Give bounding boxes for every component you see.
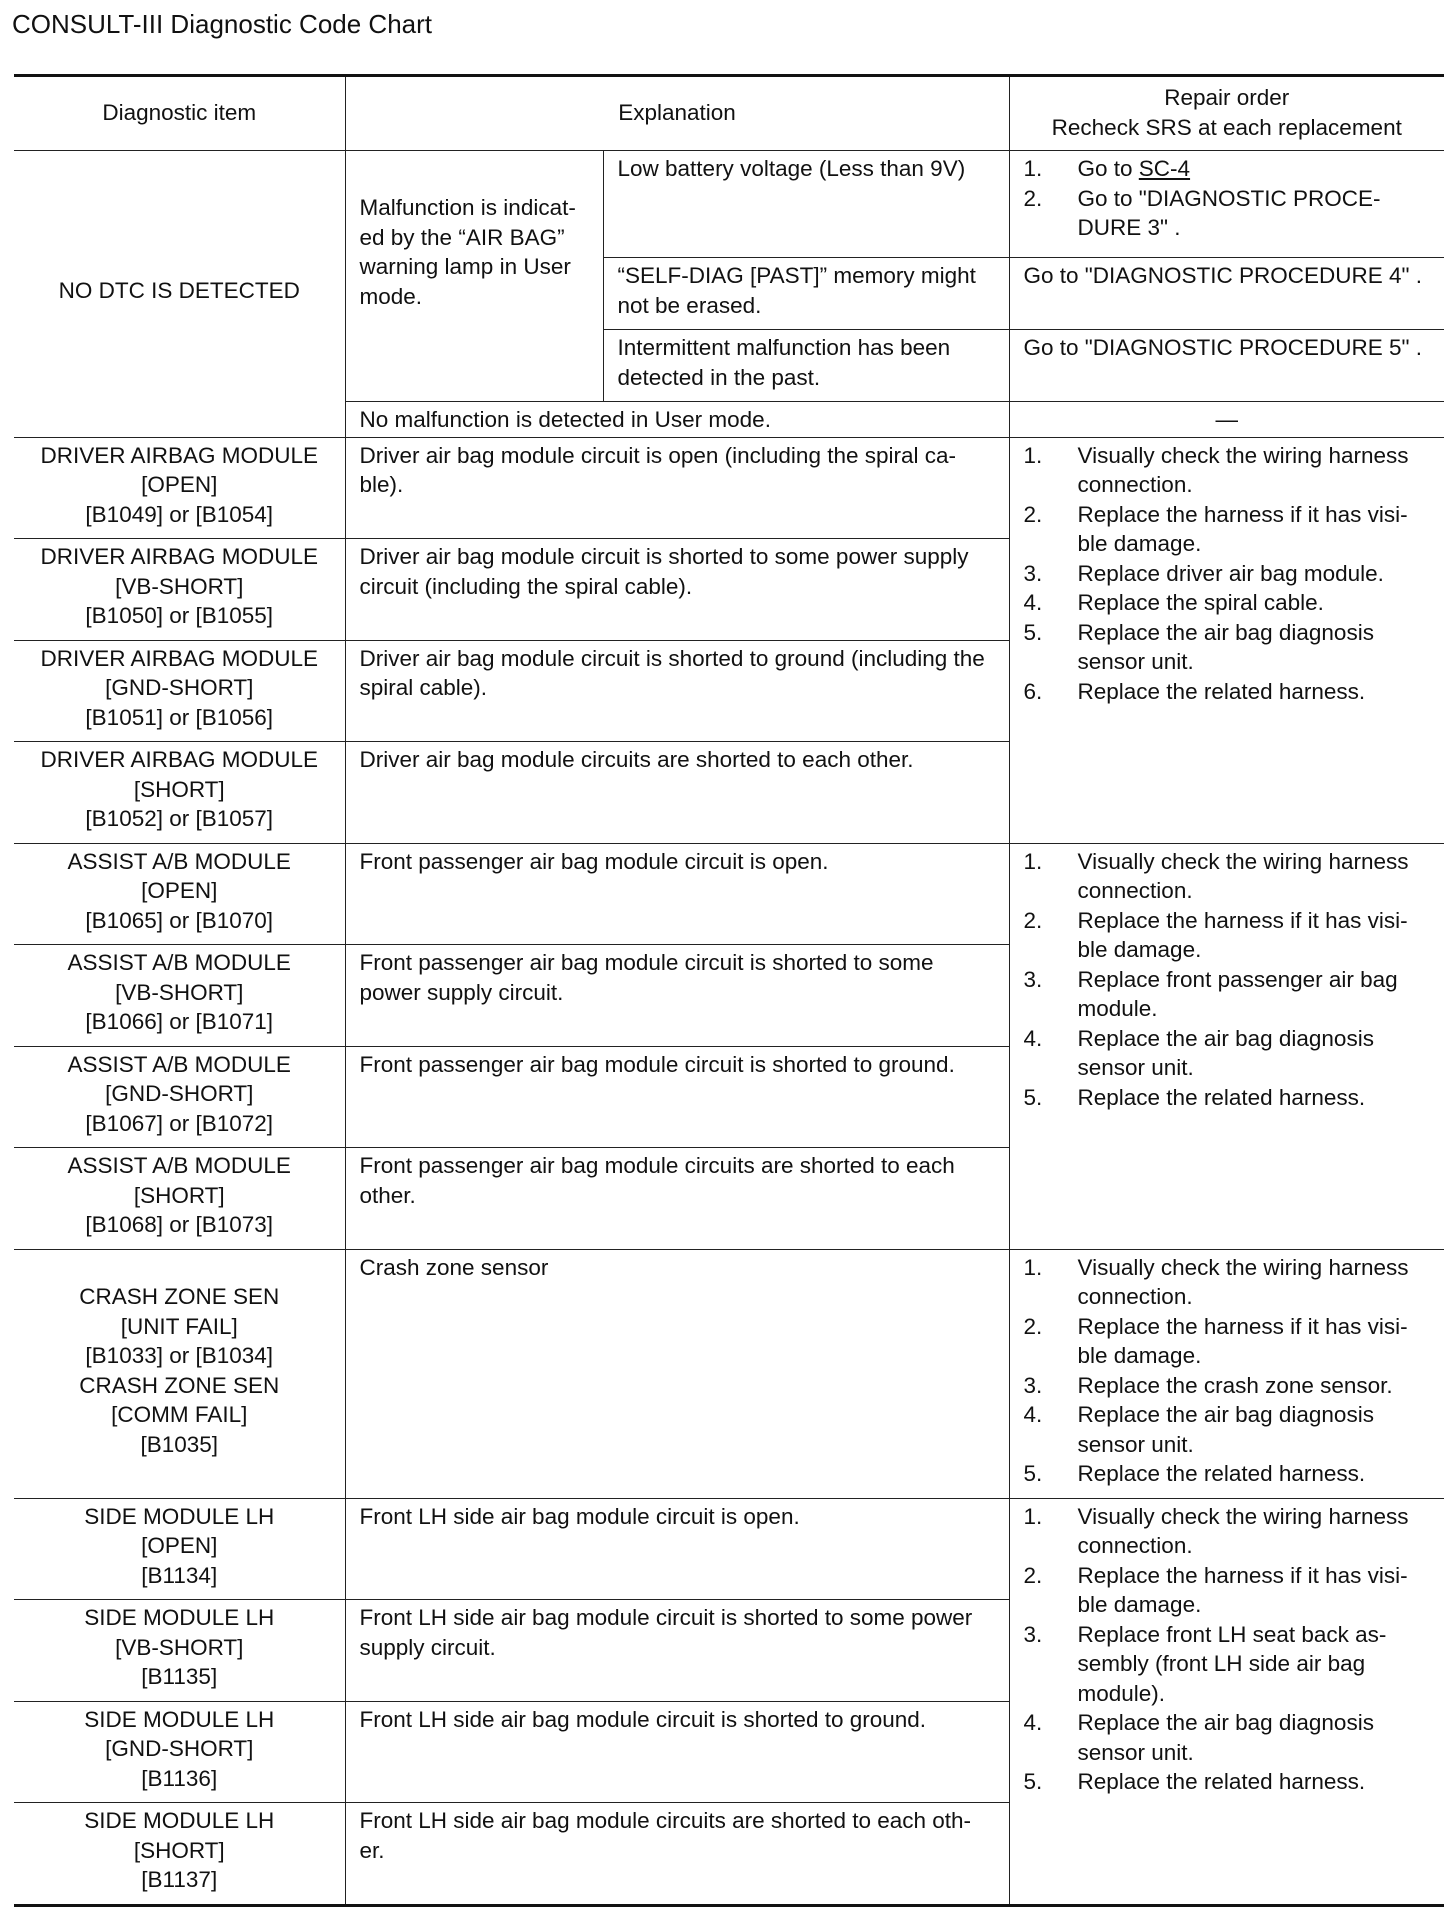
repair-step: [1024, 154, 1431, 184]
explanation: Driver air bag module circuit is shorted to ground (including the spiral cable).: [345, 640, 1009, 742]
step-text: Replace front LH seat back as-sembly (front LH side air bag module).: [1077, 1621, 1387, 1706]
diagnostic-item-line: [B1052] or [B1057]: [85, 806, 274, 831]
repair-step: [1024, 677, 1431, 707]
diagnostic-item: [14, 1148, 345, 1250]
diagnostic-item: [14, 1249, 345, 1498]
step-number: 3.: [1023, 966, 1043, 992]
header-repair-order: [1009, 76, 1444, 151]
step-number: 1.: [1023, 848, 1043, 874]
table-row: [14, 843, 1444, 945]
diagnostic-item: [14, 1498, 345, 1600]
repair-order-cell: [1009, 843, 1444, 1249]
diagnostic-item-line: [B1067] or [B1072]: [85, 1110, 274, 1136]
repair-step: [1024, 1502, 1431, 1561]
step-number: 5.: [1023, 1461, 1043, 1486]
explanation: Front LH side air bag module circuits are shorted to each oth-er.: [345, 1803, 1009, 1906]
table-row: [14, 1249, 1444, 1498]
diagnostic-item-line: [B1049] or [B1054]: [85, 501, 274, 527]
no-malfunction-user-mode: No malfunction is detected in User mode.: [345, 402, 1009, 438]
repair-order-cell: Go to "DIAGNOSTIC PROCEDURE 5" .: [1009, 330, 1444, 402]
repair-step: [1024, 618, 1431, 677]
step-text: Replace the related harness.: [1077, 1769, 1366, 1794]
step-number: 3.: [1023, 560, 1043, 586]
diagnostic-item-line: SIDE MODULE LH: [84, 1605, 275, 1630]
step-text: Visually check the wiring harness connection.: [1077, 1254, 1409, 1309]
repair-order-dash: —: [1009, 402, 1444, 438]
header-diagnostic-item: Diagnostic item: [14, 76, 345, 151]
explanation: Front LH side air bag module circuit is open.: [345, 1498, 1009, 1600]
explanation: Driver air bag module circuit is open (including the spiral ca-ble).: [345, 437, 1009, 539]
diagnostic-item: [14, 1600, 345, 1702]
repair-order-cell: [1009, 437, 1444, 843]
step-text: Visually check the wiring harness connection.: [1077, 442, 1409, 497]
step-text-prefix: Go to: [1077, 156, 1139, 181]
step-text: [1078, 154, 1431, 184]
explanation: Front LH side air bag module circuit is shorted to ground.: [345, 1701, 1009, 1803]
step-number: 4.: [1023, 1710, 1043, 1735]
step-text: Replace the related harness.: [1077, 1084, 1366, 1110]
diagnostic-item: [14, 539, 345, 641]
diagnostic-item-line: [B1065] or [B1070]: [85, 907, 274, 933]
repair-step: [1024, 559, 1431, 589]
step-number: 1.: [1023, 1503, 1043, 1529]
diagnostic-item-line: [B1137]: [141, 1867, 218, 1892]
step-text: Replace front passenger air bag module.: [1077, 966, 1398, 1021]
diagnostic-item-line: [UNIT FAIL]: [120, 1313, 238, 1339]
step-number: 6.: [1023, 678, 1043, 704]
repair-order-cell: [1009, 1498, 1444, 1905]
diagnostic-item-line: [OPEN]: [141, 878, 218, 903]
diagnostic-item-line: [B1066] or [B1071]: [85, 1009, 274, 1034]
diagnostic-item-line: [SHORT]: [133, 1182, 225, 1208]
diagnostic-item-line: [B1068] or [B1073]: [85, 1212, 274, 1237]
diagnostic-item-line: [GND-SHORT]: [105, 1736, 254, 1761]
explanation: Crash zone sensor: [345, 1249, 1009, 1498]
step-text: Replace the air bag diagnosis sensor unit.: [1077, 1710, 1374, 1765]
diagnostic-item-line: ASSIST A/B MODULE: [67, 1153, 291, 1178]
explanation: Driver air bag module circuit is shorted to some power supply circuit (including the spiral cable).: [345, 539, 1009, 641]
step-text: Replace the related harness.: [1077, 678, 1366, 704]
diagnostic-item-line: SIDE MODULE LH: [84, 1503, 275, 1529]
repair-step: [1024, 1620, 1431, 1709]
repair-step: [1024, 965, 1431, 1024]
no-dtc-condition: Malfunction is indicat-ed by the “AIR BAG” warning lamp in User mode.: [345, 151, 603, 402]
repair-step: [1024, 500, 1431, 559]
diagnostic-item-line: ASSIST A/B MODULE: [67, 1051, 291, 1077]
explanation: Front LH side air bag module circuit is shorted to some power supply circuit.: [345, 1600, 1009, 1702]
step-text: Visually check the wiring harness connection.: [1077, 848, 1409, 903]
repair-step: [1024, 1708, 1431, 1767]
diagnostic-item-line: [COMM FAIL]: [111, 1402, 248, 1427]
repair-step: [1024, 1561, 1431, 1620]
explanation: Front passenger air bag module circuit is open.: [345, 843, 1009, 945]
step-number: 4.: [1023, 1025, 1043, 1051]
repair-step: [1024, 1400, 1431, 1459]
step-text: Visually check the wiring harness connection.: [1077, 1503, 1409, 1558]
diagnostic-item-no-dtc: NO DTC IS DETECTED: [14, 151, 345, 438]
diagnostic-item-line: [VB-SHORT]: [115, 1634, 244, 1660]
repair-step: [1024, 906, 1431, 965]
step-text: Replace the harness if it has visi-ble damage.: [1077, 1562, 1408, 1617]
step-number: 1.: [1023, 156, 1043, 181]
diagnostic-item-line: [B1136]: [141, 1765, 218, 1791]
step-number: 5.: [1023, 1769, 1043, 1794]
repair-steps: [1024, 441, 1431, 707]
step-text: Replace the air bag diagnosis sensor unit.: [1077, 1025, 1374, 1080]
step-number: 5.: [1023, 1084, 1043, 1110]
repair-steps: [1024, 1253, 1431, 1489]
diagnostic-item-line: [B1033] or [B1034]: [85, 1343, 274, 1368]
repair-step: [1024, 1767, 1431, 1797]
step-number: 1.: [1023, 442, 1043, 468]
diagnostic-item: [14, 742, 345, 844]
step-text: Replace the harness if it has visi-ble damage.: [1077, 907, 1408, 962]
diagnostic-item-line: DRIVER AIRBAG MODULE: [40, 747, 319, 772]
step-number: 4.: [1023, 590, 1043, 615]
diagnostic-item-line: [VB-SHORT]: [115, 573, 244, 599]
explanation: Front passenger air bag module circuit is shorted to some power supply circuit.: [345, 945, 1009, 1047]
diagnostic-item-line: ASSIST A/B MODULE: [67, 950, 291, 975]
diagnostic-item-line: [B1134]: [141, 1562, 218, 1588]
diagnostic-item-line: SIDE MODULE LH: [84, 1808, 275, 1833]
explanation: Front passenger air bag module circuits are shorted to each other.: [345, 1148, 1009, 1250]
header-explanation: Explanation: [345, 76, 1009, 151]
diagnostic-item-line: [OPEN]: [141, 1533, 218, 1558]
diagnostic-item-line: DRIVER AIRBAG MODULE: [40, 442, 319, 468]
repair-order-cell: [1009, 1249, 1444, 1498]
step-number: 2.: [1023, 907, 1043, 933]
table-row: [14, 1498, 1444, 1600]
diagnostic-item: [14, 1701, 345, 1803]
diagnostic-item-line: DRIVER AIRBAG MODULE: [40, 645, 319, 671]
diagnostic-item-line: [GND-SHORT]: [105, 1081, 254, 1106]
diagnostic-item: [14, 843, 345, 945]
repair-step: [1024, 847, 1431, 906]
explanation: Front passenger air bag module circuit is shorted to ground.: [345, 1046, 1009, 1148]
diagnostic-item-line: [VB-SHORT]: [115, 979, 244, 1005]
step-number: 4.: [1023, 1402, 1043, 1427]
repair-step: [1024, 1083, 1431, 1113]
no-dtc-cause: Intermittent malfunction has been detected in the past.: [603, 330, 1009, 402]
diagnostic-code-table: [14, 74, 1444, 1907]
repair-step: [1024, 184, 1431, 243]
diagnostic-item: [14, 945, 345, 1047]
step-number: 2.: [1023, 501, 1043, 527]
step-text: Replace the related harness.: [1077, 1461, 1366, 1486]
diagnostic-item-line: SIDE MODULE LH: [84, 1706, 275, 1732]
diagnostic-item-line: CRASH ZONE SEN: [79, 1284, 280, 1309]
repair-step: [1024, 1253, 1431, 1312]
step-text: Go to "DIAGNOSTIC PROCE-DURE 3" .: [1077, 185, 1381, 240]
diagnostic-item-line: ASSIST A/B MODULE: [67, 848, 291, 874]
no-dtc-cause: “SELF-DIAG [PAST]” memory might not be erased.: [603, 258, 1009, 330]
repair-step: [1024, 1024, 1431, 1083]
diagnostic-item: [14, 1803, 345, 1906]
step-number: 3.: [1023, 1372, 1043, 1398]
diagnostic-item-line: [B1035]: [140, 1431, 219, 1457]
no-dtc-cause: Low battery voltage (Less than 9V): [603, 151, 1009, 258]
step-text: Replace the spiral cable.: [1077, 590, 1324, 615]
sc-4-link[interactable]: SC-4: [1138, 156, 1191, 181]
repair-step: [1024, 1371, 1431, 1401]
table-row: [14, 151, 1444, 258]
step-number: 3.: [1023, 1621, 1043, 1647]
repair-step: [1024, 1312, 1431, 1371]
repair-order-cell: [1009, 151, 1444, 258]
diagnostic-item: [14, 640, 345, 742]
step-number: 1.: [1023, 1254, 1043, 1280]
diagnostic-item-line: [SHORT]: [133, 1837, 225, 1863]
diagnostic-item-line: [B1135]: [141, 1664, 218, 1689]
diagnostic-item-line: DRIVER AIRBAG MODULE: [40, 544, 319, 569]
diagnostic-item: [14, 1046, 345, 1148]
step-number: 2.: [1023, 1562, 1043, 1588]
repair-step: [1024, 1459, 1431, 1489]
header-repair-order-line2: Recheck SRS at each replacement: [1051, 114, 1402, 140]
table-row: [14, 437, 1444, 539]
step-text: Replace the air bag diagnosis sensor unit.: [1077, 619, 1374, 674]
repair-step: [1024, 588, 1431, 618]
step-number: 2.: [1023, 1313, 1043, 1339]
table-header-row: [14, 76, 1444, 151]
page-title: CONSULT-III Diagnostic Code Chart: [12, 9, 432, 39]
repair-order-cell: Go to "DIAGNOSTIC PROCEDURE 4" .: [1009, 258, 1444, 330]
diagnostic-item-line: [SHORT]: [133, 776, 225, 802]
repair-steps: [1024, 1502, 1431, 1797]
step-number: 5.: [1023, 619, 1043, 645]
explanation: Driver air bag module circuits are shorted to each other.: [345, 742, 1009, 844]
repair-steps: [1024, 154, 1431, 243]
repair-step: [1024, 441, 1431, 500]
diagnostic-item-line: [B1050] or [B1055]: [85, 603, 274, 628]
step-text: Replace the air bag diagnosis sensor unit.: [1077, 1402, 1374, 1457]
step-number: 2.: [1023, 185, 1043, 211]
step-text: Replace the harness if it has visi-ble damage.: [1077, 1313, 1408, 1368]
diagnostic-item-line: CRASH ZONE SEN: [79, 1372, 280, 1398]
repair-steps: [1024, 847, 1431, 1113]
diagnostic-item-line: [GND-SHORT]: [105, 675, 254, 700]
step-text: Replace the crash zone sensor.: [1077, 1372, 1393, 1398]
step-text: Replace driver air bag module.: [1077, 560, 1384, 586]
diagnostic-item-line: [OPEN]: [141, 472, 218, 497]
diagnostic-item-line: [B1051] or [B1056]: [85, 704, 274, 730]
step-text: Replace the harness if it has visi-ble damage.: [1077, 501, 1408, 556]
diagnostic-item: [14, 437, 345, 539]
header-repair-order-line1: Repair order: [1164, 85, 1290, 110]
